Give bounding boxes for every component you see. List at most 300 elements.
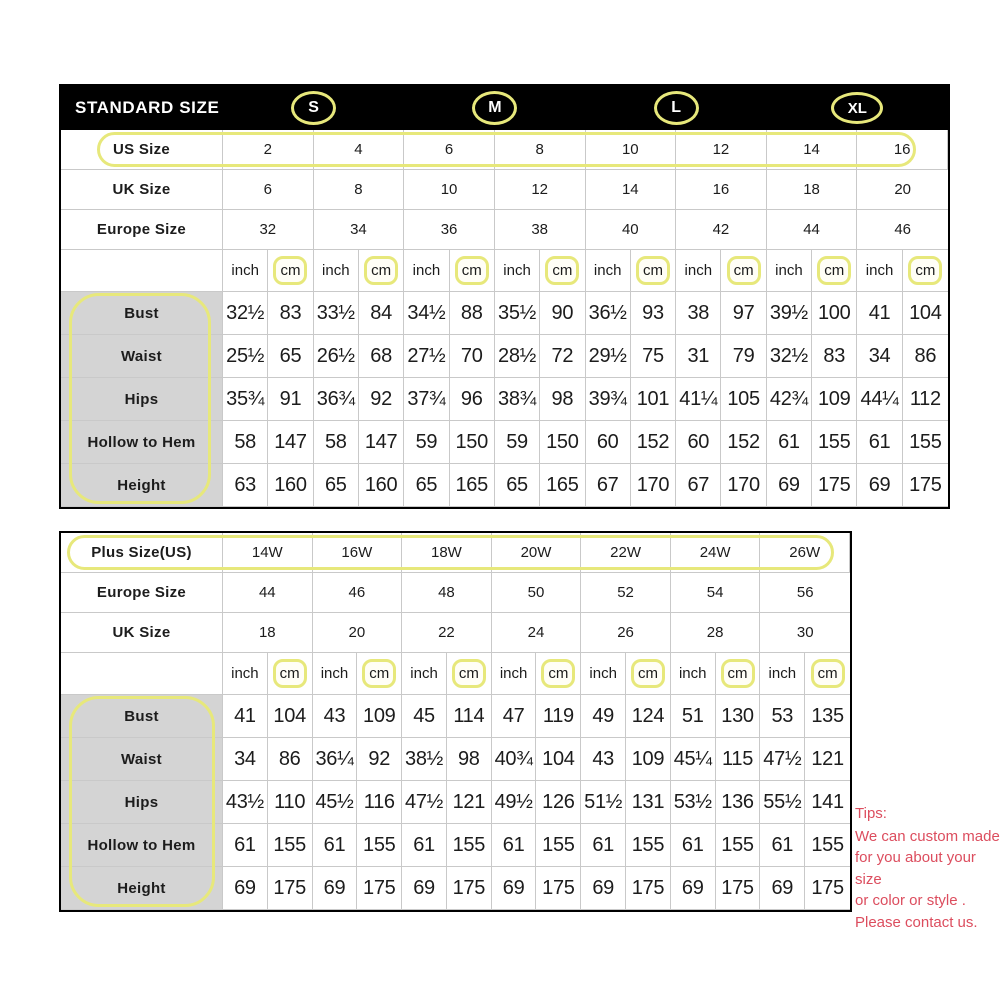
size-value-cell: 8 xyxy=(495,130,586,169)
size-group-l xyxy=(586,86,767,130)
measure-value-cell: 175 xyxy=(536,867,581,909)
size-value-cell: 8 xyxy=(314,170,405,209)
inch-unit-cell: inch xyxy=(767,250,812,291)
measure-value-cell: 28½ xyxy=(495,335,540,377)
cm-highlight-box: cm xyxy=(455,256,489,285)
measure-value-cell: 60 xyxy=(676,421,721,463)
size-value-cell: 16W xyxy=(313,533,403,572)
measure-value-cell: 88 xyxy=(450,292,495,334)
measure-value-cell: 110 xyxy=(268,781,313,823)
row-label: Plus Size(US) xyxy=(61,533,223,572)
units-row-empty-label xyxy=(61,250,223,291)
cm-highlight-box: cm xyxy=(362,659,396,688)
measure-value-cell: 83 xyxy=(268,292,313,334)
size-value-cell: 2 xyxy=(223,130,314,169)
size-value-cell: 24 xyxy=(492,613,582,652)
measure-value-cell: 33½ xyxy=(314,292,359,334)
cm-highlight-box: cm xyxy=(541,659,575,688)
measure-value-cell: 34½ xyxy=(404,292,449,334)
measure-value-cell: 90 xyxy=(540,292,585,334)
measure-value-cell: 49 xyxy=(581,695,626,737)
size-row-europe-size xyxy=(61,210,948,250)
measure-value-cell: 29½ xyxy=(586,335,631,377)
size-value-cell: 20 xyxy=(894,181,912,198)
row-label: Height xyxy=(61,867,223,909)
tips-line: Please contact us. xyxy=(855,913,978,931)
measure-value-cell: 109 xyxy=(626,738,671,780)
cm-highlight-box: cm xyxy=(364,256,398,285)
measure-row-waist xyxy=(61,738,850,781)
cm-unit-cell xyxy=(721,250,766,291)
cm-unit-cell xyxy=(903,250,948,291)
measure-value-cell: 36¾ xyxy=(314,378,359,420)
measure-value-cell: 45½ xyxy=(313,781,358,823)
measure-value-cell: 170 xyxy=(721,464,766,506)
cm-unit-cell xyxy=(540,250,585,291)
measure-value-cell: 39½ xyxy=(767,292,812,334)
measure-value-cell: 65 xyxy=(404,464,449,506)
row-label: Height xyxy=(61,464,223,506)
measure-value-cell: 152 xyxy=(721,421,766,463)
row-label: Waist xyxy=(61,738,223,780)
measure-value-cell: 155 xyxy=(357,824,402,866)
units-row xyxy=(61,653,850,695)
measure-value-cell: 36¼ xyxy=(313,738,358,780)
size-value-cell: 26 xyxy=(581,613,671,652)
measure-value-cell: 96 xyxy=(450,378,495,420)
size-value-cell: 38 xyxy=(495,210,586,249)
measure-value-cell: 98 xyxy=(540,378,585,420)
measure-row-height xyxy=(61,867,850,910)
size-row-plus-size-us xyxy=(61,533,850,573)
inch-unit-cell: inch xyxy=(857,250,902,291)
cm-unit-cell xyxy=(359,250,404,291)
measure-value-cell: 41 xyxy=(857,292,902,334)
cm-unit-cell xyxy=(268,250,313,291)
measure-value-cell: 155 xyxy=(716,824,761,866)
measure-value-cell: 58 xyxy=(314,421,359,463)
measure-value-cell: 55½ xyxy=(760,781,805,823)
measure-value-cell: 61 xyxy=(671,824,716,866)
size-value-cell: 48 xyxy=(402,573,492,612)
measure-value-cell: 109 xyxy=(357,695,402,737)
measure-value-cell: 160 xyxy=(359,464,404,506)
measure-value-cell: 155 xyxy=(268,824,313,866)
inch-unit-cell: inch xyxy=(671,653,716,694)
cm-unit-cell xyxy=(536,653,581,694)
measure-value-cell: 38¾ xyxy=(495,378,540,420)
measure-row-waist xyxy=(61,335,948,378)
measure-value-cell: 93 xyxy=(631,292,676,334)
cm-unit-cell xyxy=(626,653,671,694)
measure-value-cell: 40¾ xyxy=(492,738,537,780)
measure-value-cell: 175 xyxy=(357,867,402,909)
measure-row-hollow-to-hem xyxy=(61,421,948,464)
measure-value-cell: 175 xyxy=(909,473,942,496)
measure-value-cell: 43 xyxy=(313,695,358,737)
cm-unit-cell xyxy=(447,653,492,694)
size-value-cell: 10 xyxy=(586,130,677,169)
size-value-cell: 42 xyxy=(676,210,767,249)
measure-value-cell: 155 xyxy=(626,824,671,866)
measure-value-cell: 104 xyxy=(909,301,942,324)
measure-value-cell: 69 xyxy=(671,867,716,909)
measure-value-cell: 116 xyxy=(357,781,402,823)
size-value-cell: 6 xyxy=(223,170,314,209)
measure-value-cell: 175 xyxy=(447,867,492,909)
measure-value-cell: 121 xyxy=(447,781,492,823)
size-value-cell: 6 xyxy=(404,130,495,169)
size-group-s xyxy=(223,86,404,130)
measure-value-cell: 130 xyxy=(716,695,761,737)
measure-value-cell: 155 xyxy=(909,430,942,453)
size-row-us-size xyxy=(61,130,948,170)
measure-value-cell: 65 xyxy=(495,464,540,506)
measure-value-cell: 165 xyxy=(540,464,585,506)
inch-unit-cell: inch xyxy=(223,250,268,291)
cm-unit-cell xyxy=(631,250,676,291)
measure-value-cell: 131 xyxy=(626,781,671,823)
size-value-cell: 40 xyxy=(586,210,677,249)
standard-size-header xyxy=(61,86,948,130)
measure-row-height xyxy=(61,464,948,507)
size-value-cell: 14W xyxy=(223,533,313,572)
row-label: Hips xyxy=(61,378,223,420)
measure-value-cell: 91 xyxy=(268,378,313,420)
inch-unit-cell: inch xyxy=(404,250,449,291)
measure-value-cell: 150 xyxy=(540,421,585,463)
measure-value-cell: 72 xyxy=(540,335,585,377)
standard-measure-rows xyxy=(61,292,948,507)
measure-value-cell: 59 xyxy=(404,421,449,463)
tips-title: Tips: xyxy=(855,805,887,822)
measure-value-cell: 175 xyxy=(716,867,761,909)
standard-size-title: STANDARD SIZE xyxy=(75,98,220,117)
measure-value-cell: 69 xyxy=(581,867,626,909)
measure-value-cell: 59 xyxy=(495,421,540,463)
size-value-cell: 16 xyxy=(857,130,948,169)
measure-value-cell: 175 xyxy=(626,867,671,909)
plus-size-table xyxy=(59,531,852,912)
measure-value-cell: 86 xyxy=(914,344,937,367)
measure-value-cell: 119 xyxy=(536,695,581,737)
row-label: Bust xyxy=(61,695,223,737)
inch-unit-cell: inch xyxy=(313,653,358,694)
measure-value-cell: 115 xyxy=(716,738,761,780)
measure-value-cell: 32½ xyxy=(223,292,268,334)
cm-unit-cell xyxy=(268,653,313,694)
measure-value-cell: 43 xyxy=(581,738,626,780)
size-value-cell: 10 xyxy=(404,170,495,209)
standard-units-row-wrap xyxy=(61,250,948,292)
size-group-letters xyxy=(223,86,948,130)
row-label: Europe Size xyxy=(61,573,223,612)
measure-value-cell: 175 xyxy=(812,464,857,506)
units-row xyxy=(61,250,948,292)
size-value-cell: 18W xyxy=(402,533,492,572)
size-value-cell: 20W xyxy=(492,533,582,572)
measure-value-cell: 68 xyxy=(359,335,404,377)
measure-value-cell: 58 xyxy=(223,421,268,463)
measure-value-cell: 35½ xyxy=(495,292,540,334)
measure-value-cell: 135 xyxy=(811,704,844,727)
tips-note xyxy=(855,803,1000,933)
measure-value-cell: 152 xyxy=(631,421,676,463)
size-value-cell: 20 xyxy=(313,613,403,652)
measure-value-cell: 92 xyxy=(357,738,402,780)
measure-value-cell: 67 xyxy=(676,464,721,506)
size-letter-circle: L xyxy=(654,91,699,125)
size-value-cell: 22W xyxy=(581,533,671,572)
measure-value-cell: 42¾ xyxy=(767,378,812,420)
cm-highlight-box: cm xyxy=(452,659,486,688)
measure-value-cell: 155 xyxy=(811,833,844,856)
cm-highlight-box: cm xyxy=(811,659,845,688)
size-value-cell: 56 xyxy=(796,584,814,601)
measure-value-cell: 61 xyxy=(857,421,902,463)
measure-value-cell: 124 xyxy=(626,695,671,737)
measure-value-cell: 69 xyxy=(857,464,902,506)
measure-value-cell: 43½ xyxy=(223,781,268,823)
size-value-cell: 12 xyxy=(676,130,767,169)
size-value-cell: 16 xyxy=(676,170,767,209)
measure-value-cell: 147 xyxy=(268,421,313,463)
size-row-uk-size xyxy=(61,170,948,210)
measure-value-cell: 141 xyxy=(811,790,844,813)
measure-value-cell: 170 xyxy=(631,464,676,506)
measure-value-cell: 26½ xyxy=(314,335,359,377)
cm-highlight-box: cm xyxy=(636,256,670,285)
cm-highlight-box: cm xyxy=(727,256,761,285)
size-value-cell: 18 xyxy=(223,613,313,652)
measure-row-bust xyxy=(61,292,948,335)
measure-value-cell: 160 xyxy=(268,464,313,506)
measure-value-cell: 51½ xyxy=(581,781,626,823)
inch-unit-cell: inch xyxy=(314,250,359,291)
size-letter-circle: XL xyxy=(831,92,883,124)
measure-value-cell: 34 xyxy=(223,738,268,780)
measure-value-cell: 104 xyxy=(536,738,581,780)
measure-value-cell: 155 xyxy=(447,824,492,866)
measure-value-cell: 69 xyxy=(313,867,358,909)
cm-highlight-box: cm xyxy=(631,659,665,688)
measure-value-cell: 105 xyxy=(721,378,766,420)
measure-row-hips xyxy=(61,378,948,421)
standard-size-rows xyxy=(61,130,948,250)
size-value-cell: 12 xyxy=(495,170,586,209)
cm-highlight-box: cm xyxy=(273,659,307,688)
row-label: UK Size xyxy=(61,613,223,652)
measure-value-cell: 92 xyxy=(359,378,404,420)
measure-row-hollow-to-hem xyxy=(61,824,850,867)
measure-value-cell: 41 xyxy=(223,695,268,737)
measure-value-cell: 61 xyxy=(492,824,537,866)
measure-value-cell: 47 xyxy=(492,695,537,737)
measure-value-cell: 61 xyxy=(223,824,268,866)
size-value-cell: 14 xyxy=(767,130,858,169)
cm-highlight-box: cm xyxy=(273,256,307,285)
cm-highlight-box: cm xyxy=(817,256,851,285)
measure-value-cell: 60 xyxy=(586,421,631,463)
measure-value-cell: 65 xyxy=(314,464,359,506)
measure-value-cell: 27½ xyxy=(404,335,449,377)
inch-unit-cell: inch xyxy=(586,250,631,291)
size-value-cell: 46 xyxy=(313,573,403,612)
measure-value-cell: 175 xyxy=(811,876,844,899)
measure-value-cell: 165 xyxy=(450,464,495,506)
size-value-cell: 36 xyxy=(404,210,495,249)
measure-value-cell: 37¾ xyxy=(404,378,449,420)
measure-value-cell: 45 xyxy=(402,695,447,737)
size-letter-circle: S xyxy=(291,91,336,125)
cm-unit-cell xyxy=(450,250,495,291)
measure-value-cell: 84 xyxy=(359,292,404,334)
row-label: Hips xyxy=(61,781,223,823)
measure-row-hips xyxy=(61,781,850,824)
measure-value-cell: 32½ xyxy=(767,335,812,377)
measure-value-cell: 97 xyxy=(721,292,766,334)
row-label: US Size xyxy=(61,130,223,169)
measure-value-cell: 70 xyxy=(450,335,495,377)
measure-value-cell: 35¾ xyxy=(223,378,268,420)
row-label: Europe Size xyxy=(61,210,223,249)
measure-value-cell: 34 xyxy=(857,335,902,377)
measure-value-cell: 69 xyxy=(492,867,537,909)
measure-value-cell: 61 xyxy=(313,824,358,866)
measure-value-cell: 104 xyxy=(268,695,313,737)
measure-value-cell: 69 xyxy=(767,464,812,506)
row-label: Hollow to Hem xyxy=(61,421,223,463)
size-value-cell: 22 xyxy=(402,613,492,652)
inch-unit-cell: inch xyxy=(581,653,626,694)
cm-unit-cell xyxy=(805,653,850,694)
measure-row-bust xyxy=(61,695,850,738)
measure-value-cell: 61 xyxy=(402,824,447,866)
plus-units-row-wrap xyxy=(61,653,850,695)
measure-value-cell: 69 xyxy=(402,867,447,909)
measure-value-cell: 101 xyxy=(631,378,676,420)
units-row-empty-label xyxy=(61,653,223,694)
cm-unit-cell xyxy=(812,250,857,291)
size-value-cell: 26W xyxy=(760,533,850,572)
size-value-cell: 50 xyxy=(492,573,582,612)
size-value-cell: 14 xyxy=(586,170,677,209)
measure-value-cell: 39¾ xyxy=(586,378,631,420)
size-value-cell: 34 xyxy=(314,210,405,249)
size-value-cell: 30 xyxy=(796,624,814,641)
cm-highlight-box: cm xyxy=(721,659,755,688)
size-value-cell: 44 xyxy=(223,573,313,612)
standard-size-table xyxy=(59,84,950,509)
measure-value-cell: 109 xyxy=(812,378,857,420)
measure-value-cell: 83 xyxy=(812,335,857,377)
size-value-cell: 44 xyxy=(767,210,858,249)
measure-value-cell: 147 xyxy=(359,421,404,463)
size-value-cell: 54 xyxy=(671,573,761,612)
measure-value-cell: 136 xyxy=(716,781,761,823)
measure-value-cell: 121 xyxy=(811,747,844,770)
size-value-cell: 24W xyxy=(671,533,761,572)
size-letter-circle: M xyxy=(472,91,517,125)
measure-value-cell: 100 xyxy=(812,292,857,334)
inch-unit-cell: inch xyxy=(223,653,268,694)
measure-value-cell: 53½ xyxy=(671,781,716,823)
plus-size-rows xyxy=(61,533,850,653)
measure-value-cell: 38½ xyxy=(402,738,447,780)
inch-unit-cell: inch xyxy=(760,653,805,694)
size-group-xl xyxy=(767,86,948,130)
row-label: UK Size xyxy=(61,170,223,209)
inch-unit-cell: inch xyxy=(492,653,537,694)
measure-value-cell: 25½ xyxy=(223,335,268,377)
measure-value-cell: 175 xyxy=(268,867,313,909)
inch-unit-cell: inch xyxy=(676,250,721,291)
measure-value-cell: 44¼ xyxy=(857,378,902,420)
cm-highlight-box: cm xyxy=(545,256,579,285)
measure-value-cell: 150 xyxy=(450,421,495,463)
row-label: Hollow to Hem xyxy=(61,824,223,866)
measure-value-cell: 69 xyxy=(223,867,268,909)
size-value-cell: 52 xyxy=(581,573,671,612)
tips-lines xyxy=(855,826,1000,934)
plus-measure-rows xyxy=(61,695,850,910)
measure-value-cell: 86 xyxy=(268,738,313,780)
measure-value-cell: 67 xyxy=(586,464,631,506)
size-value-cell: 18 xyxy=(767,170,858,209)
size-value-cell: 46 xyxy=(894,221,912,238)
measure-value-cell: 75 xyxy=(631,335,676,377)
tips-line: or color or style . xyxy=(855,892,966,909)
measure-value-cell: 61 xyxy=(767,421,812,463)
inch-unit-cell: inch xyxy=(402,653,447,694)
cm-unit-cell xyxy=(357,653,402,694)
size-row-uk-size xyxy=(61,613,850,653)
measure-value-cell: 61 xyxy=(581,824,626,866)
measure-value-cell: 79 xyxy=(721,335,766,377)
measure-value-cell: 155 xyxy=(536,824,581,866)
size-group-m xyxy=(404,86,585,130)
inch-unit-cell: inch xyxy=(495,250,540,291)
measure-value-cell: 112 xyxy=(909,387,941,410)
measure-value-cell: 47½ xyxy=(760,738,805,780)
size-value-cell: 28 xyxy=(671,613,761,652)
measure-value-cell: 53 xyxy=(760,695,805,737)
cm-highlight-box: cm xyxy=(908,256,942,285)
tips-line: for you about your size xyxy=(855,849,976,888)
size-value-cell: 32 xyxy=(223,210,314,249)
measure-value-cell: 31 xyxy=(676,335,721,377)
measure-value-cell: 63 xyxy=(223,464,268,506)
measure-value-cell: 69 xyxy=(760,867,805,909)
measure-value-cell: 126 xyxy=(536,781,581,823)
measure-value-cell: 51 xyxy=(671,695,716,737)
measure-value-cell: 36½ xyxy=(586,292,631,334)
measure-value-cell: 98 xyxy=(447,738,492,780)
row-label: Bust xyxy=(61,292,223,334)
measure-value-cell: 65 xyxy=(268,335,313,377)
size-row-europe-size xyxy=(61,573,850,613)
tips-line: We can custom made xyxy=(855,827,1000,845)
measure-value-cell: 38 xyxy=(676,292,721,334)
cm-unit-cell xyxy=(716,653,761,694)
measure-value-cell: 61 xyxy=(760,824,805,866)
measure-value-cell: 41¼ xyxy=(676,378,721,420)
measure-value-cell: 155 xyxy=(812,421,857,463)
size-value-cell: 4 xyxy=(314,130,405,169)
measure-value-cell: 45¼ xyxy=(671,738,716,780)
measure-value-cell: 49½ xyxy=(492,781,537,823)
measure-value-cell: 114 xyxy=(447,695,492,737)
